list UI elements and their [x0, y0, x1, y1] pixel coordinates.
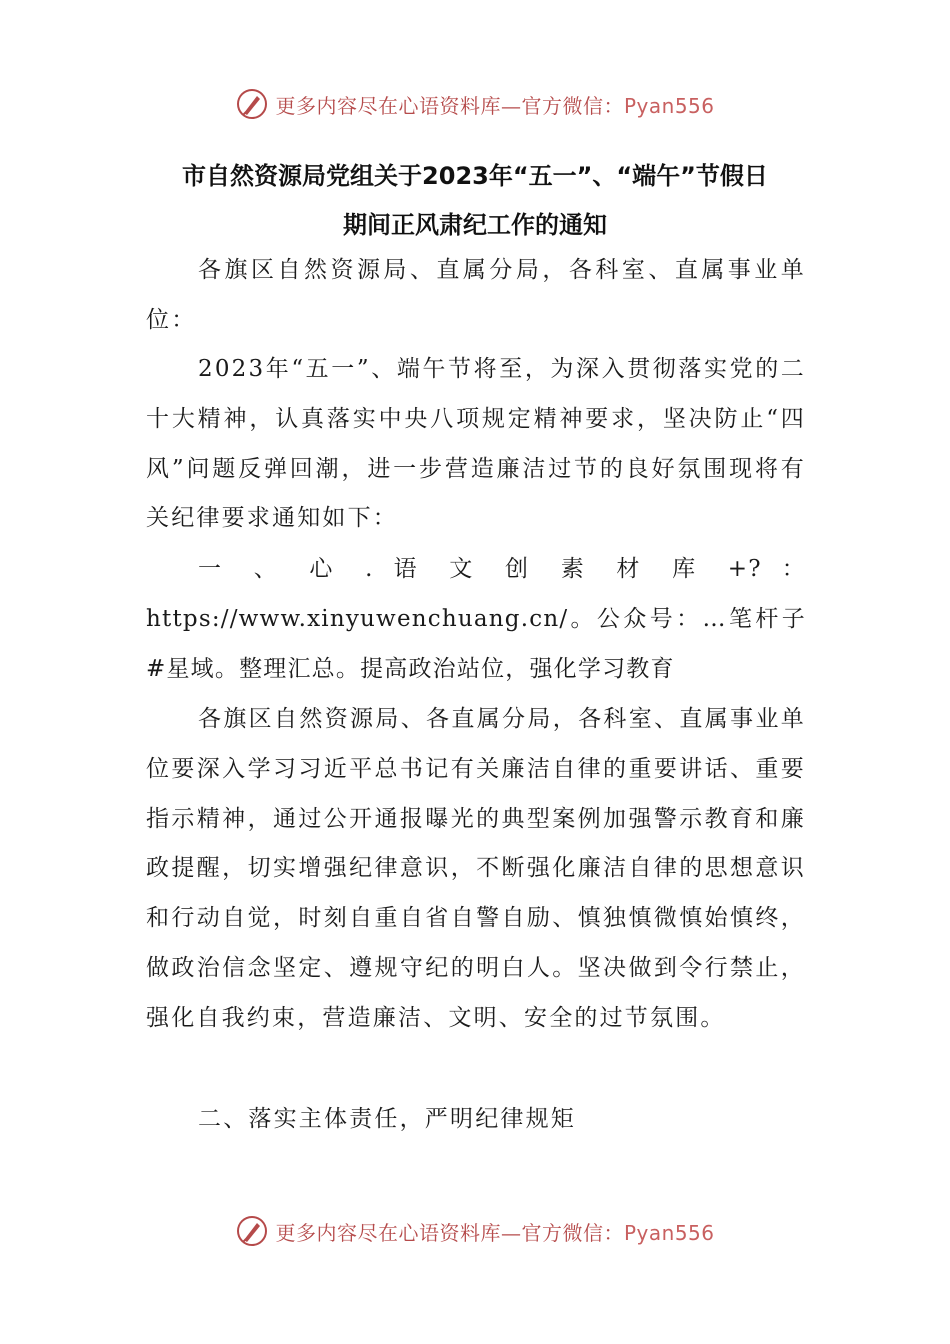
document-title-line-2: 期间正风肃纪工作的通知 — [343, 211, 607, 239]
watermark-wechat-id: Pyan556 — [623, 1220, 715, 1245]
quill-logo-icon — [235, 87, 269, 121]
section-1-heading: 一 、 心 . 语 文 创 素 材 库 +? ： https://www.xinyuwenchuang.cn/。公众号：…笔杆子#星域。整理汇总。提高政治站位，强化学习教育 — [146, 556, 806, 682]
watermark-text: 更多内容尽在心语资料库—官方微信：Pyan556 — [275, 1220, 715, 1245]
footer-watermark — [0, 1211, 950, 1251]
watermark-text: 更多内容尽在心语资料库—官方微信：Pyan556 — [275, 93, 715, 118]
quill-logo-icon — [235, 1214, 269, 1248]
intro-paragraph: 2023年“五一”、端午节将至，为深入贯彻落实党的二十大精神，认真落实中央八项规定精神要求，坚决防止“四风”问题反弹回潮，进一步营造廉洁过节的良好氛围现将有关纪律要求通知如下： — [146, 356, 806, 532]
header-watermark — [0, 84, 950, 124]
addressee-paragraph: 各旗区自然资源局、直属分局，各科室、直属事业单位： — [146, 257, 806, 333]
watermark-wechat-id: Pyan556 — [623, 93, 715, 118]
section-1-paragraph: 各旗区自然资源局、各直属分局，各科室、直属事业单位要深入学习习近平总书记有关廉洁自律的重要讲话、重要指示精神，通过公开通报曝光的典型案例加强警示教育和廉政提醒，切实增强纪律意识，不断强化廉洁自律的思想意识和行动自觉，时刻自重自省自警自励、慎独慎微慎始慎终，做政治信念坚定、遵规守纪的明白人。坚决做到令行禁止，强化自我约束，营造廉洁、文明、安全的过节氛围。 — [146, 706, 806, 1031]
section-2-heading: 二、落实主体责任，严明纪律规矩 — [198, 1106, 576, 1132]
document-title-line-1: 市自然资源局党组关于2023年“五一”、“端午”节假日 — [182, 162, 768, 190]
